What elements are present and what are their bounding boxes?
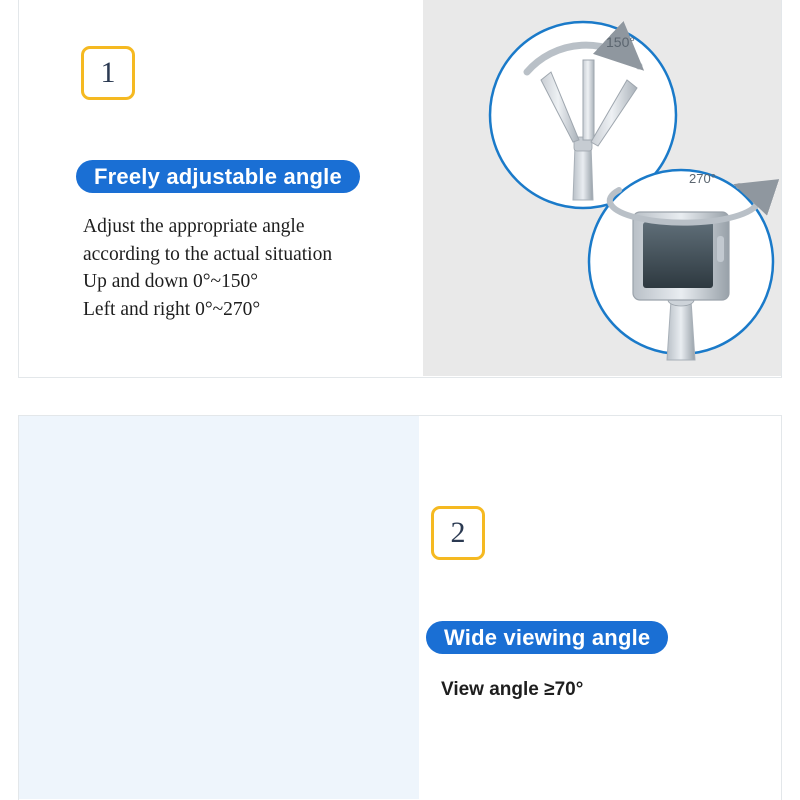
feature-section-1 <box>18 0 782 378</box>
section-number-2: 2 <box>450 516 466 549</box>
section-heading-pill-2 <box>426 621 668 654</box>
monitor-side-button <box>717 236 724 262</box>
blade-photo-svg <box>19 416 419 799</box>
section-heading-1: Freely adjustable angle <box>94 163 342 189</box>
body-line-3: Up and down 0°~150° <box>83 271 259 293</box>
section-number-badge-2 <box>431 506 485 560</box>
section-heading-2: Wide viewing angle <box>444 624 651 650</box>
angle-diagram-image <box>423 0 781 376</box>
section-number-1: 1 <box>100 56 116 89</box>
device-stem <box>667 300 695 360</box>
feature-section-2 <box>18 415 782 800</box>
section-heading-pill-1 <box>76 160 360 193</box>
left-right-angle-label: 270° <box>689 171 716 186</box>
body-line-1: Adjust the appropriate angle <box>83 216 305 237</box>
body-line-2: according to the actual situation <box>83 243 333 265</box>
handle-body <box>573 145 593 200</box>
panel-gap <box>0 378 800 415</box>
section-number-badge-1 <box>81 46 135 100</box>
monitor-screen <box>643 222 713 288</box>
section-caption-2: View angle ≥70° <box>441 679 584 700</box>
blade-center <box>583 60 594 140</box>
body-line-4: Left and right 0°~270° <box>83 299 261 321</box>
angle-diagram-svg <box>423 0 781 376</box>
blade-photo-image <box>19 416 419 799</box>
up-down-angle-label: 150° <box>606 34 635 50</box>
section-body-1 <box>83 213 413 324</box>
